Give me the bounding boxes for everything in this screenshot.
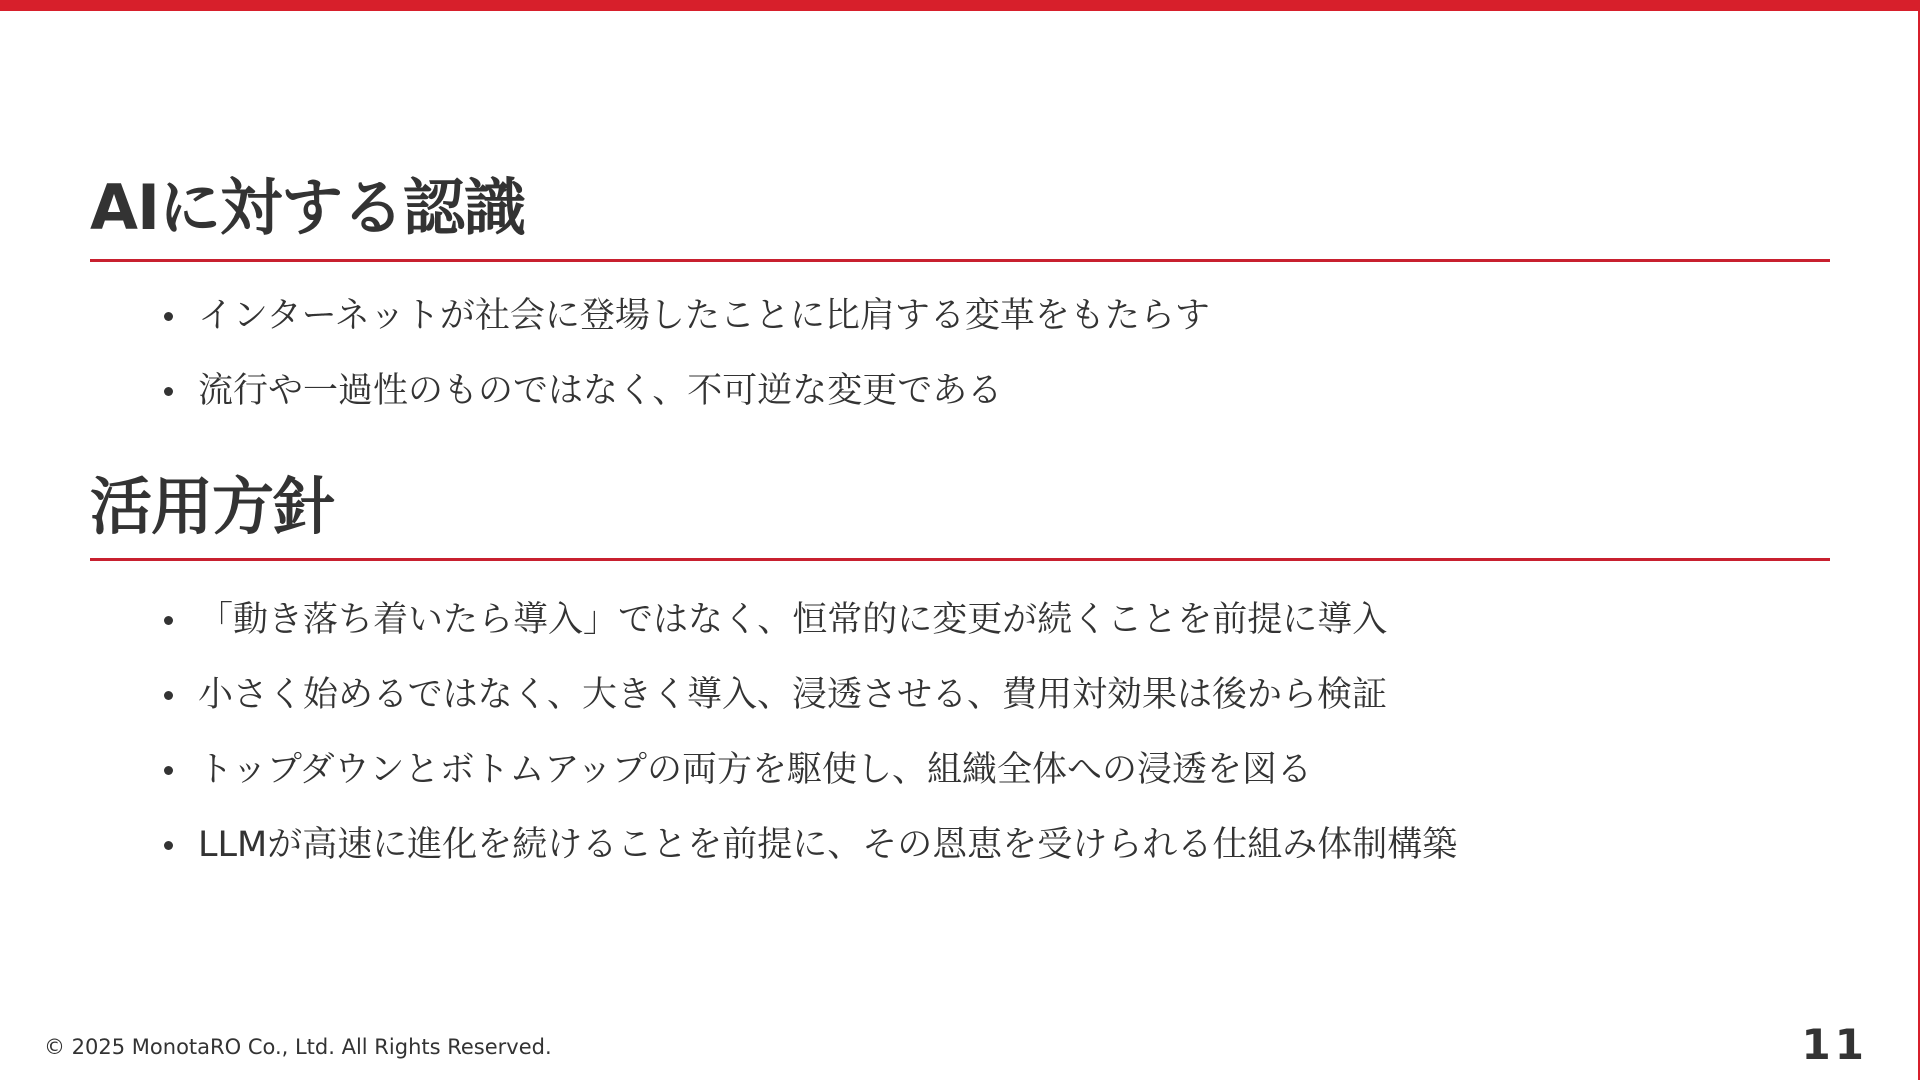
bullet-icon <box>164 841 173 850</box>
section-title: AIに対する認識 <box>90 177 1830 262</box>
bullet-icon <box>164 766 173 775</box>
list-item <box>198 354 1830 429</box>
bullet-list <box>90 279 1830 429</box>
section-usage-policy <box>90 470 1830 883</box>
bullet-icon <box>164 312 173 321</box>
bullet-icon <box>164 616 173 625</box>
section-ai-recognition <box>90 171 1830 429</box>
list-item <box>198 583 1830 658</box>
bullet-icon <box>164 387 173 396</box>
list-item <box>198 733 1830 808</box>
list-item <box>198 279 1830 354</box>
bullet-text: 小さく始めるではなく、大きく導入、浸透させる、費用対効果は後から検証 <box>198 675 1387 715</box>
top-accent-bar <box>0 0 1920 11</box>
list-item <box>198 808 1830 883</box>
bullet-text: トップダウンとボトムアップの両方を駆使し、組織全体への浸透を図る <box>198 750 1313 790</box>
section-title: 活用方針 <box>90 476 1830 561</box>
copyright-text: © 2025 MonotaRO Co., Ltd. All Rights Reserved. <box>44 1035 552 1059</box>
page-number: 11 <box>1801 1020 1868 1069</box>
bullet-text: インターネットが社会に登場したことに比肩する変革をもたらす <box>198 296 1210 336</box>
bullet-text: 「動き落ち着いたら導入」ではなく、恒常的に変更が続くことを前提に導入 <box>198 600 1388 640</box>
bullet-text: 流行や一過性のものではなく、不可逆な変更である <box>198 371 1003 411</box>
bullet-icon <box>164 691 173 700</box>
bullet-list <box>90 583 1830 883</box>
list-item <box>198 658 1830 733</box>
bullet-text: LLMが高速に進化を続けることを前提に、その恩恵を受けられる仕組み体制構築 <box>198 825 1458 865</box>
